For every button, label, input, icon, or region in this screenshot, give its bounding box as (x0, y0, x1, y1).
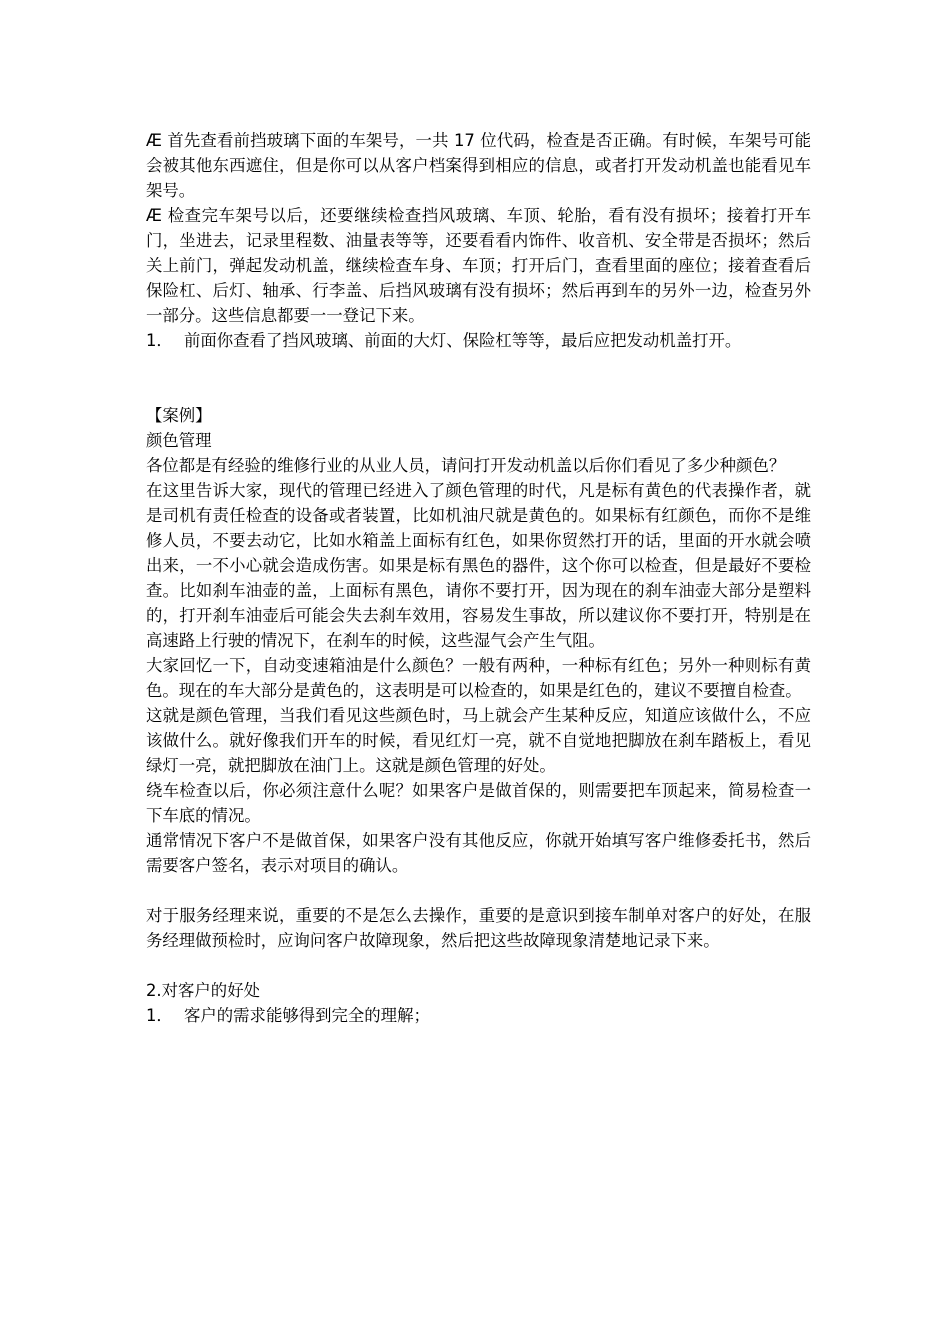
list-number: 1． (146, 331, 173, 350)
list-item (146, 328, 811, 353)
case-paragraph: 通常情况下客户不是做首保，如果客户没有其他反应，你就开始填写客户维修委托书，然后需要客户签名，表示对项目的确认。 (146, 831, 811, 875)
paragraph-vin-check: Æ 首先查看前挡玻璃下面的车架号，一共 17 位代码，检查是否正确。有时候，车架号可能会被其他东西遮住，但是你可以从客户档案得到相应的信息，或者打开发动机盖也能看见车架号。 (146, 131, 811, 200)
section-heading: 2.对客户的好处 (146, 981, 260, 1000)
case-heading: 【案例】 (146, 406, 212, 425)
list-text: 前面你查看了挡风玻璃、前面的大灯、保险杠等等，最后应把发动机盖打开。 (184, 331, 742, 350)
case-paragraph: 这就是颜色管理，当我们看见这些颜色时，马上就会产生某种反应，知道应该做什么，不应该做什么。就好像我们开车的时候，看见红灯一亮，就不自觉地把脚放在刹车踏板上，看见绿灯一亮，就把脚放在油门上。这就是颜色管理的好处。 (146, 706, 811, 775)
list-item (146, 1003, 811, 1028)
case-paragraph: 各位都是有经验的维修行业的从业人员，请问打开发动机盖以后你们看见了多少种颜色？ (146, 456, 786, 475)
spacer (146, 353, 811, 403)
manager-paragraph: 对于服务经理来说，重要的不是怎么去操作，重要的是意识到接车制单对客户的好处，在服务经理做预检时，应询问客户故障现象，然后把这些故障现象清楚地记录下来。 (146, 906, 811, 950)
spacer (146, 878, 811, 903)
document-body (146, 128, 811, 1028)
spacer (146, 953, 811, 978)
paragraph-walkaround-check: Æ 检查完车架号以后，还要继续检查挡风玻璃、车顶、轮胎，看有没有损坏；接着打开车门，坐进去，记录里程数、油量表等等，还要看看内饰件、收音机、安全带是否损坏；然后关上前门，弹起发动机盖，继续检查车身、车顶；打开后门，查看里面的座位；接着查看后保险杠、后灯、轴承、行李盖、后挡风玻璃有没有损坏；然后再到车的另外一边，检查另外一部分。这些信息都要一一登记下来。 (146, 206, 811, 325)
case-title: 颜色管理 (146, 431, 212, 450)
case-paragraph: 在这里告诉大家，现代的管理已经进入了颜色管理的时代，凡是标有黄色的代表操作者，就是司机有责任检查的设备或者装置，比如机油尺就是黄色的。如果标有红颜色，而你不是维修人员，不要去动它，比如水箱盖上面标有红色，如果你贸然打开的话，里面的开水就会喷出来，一不小心就会造成伤害。如果是标有黑色的器件，这个你可以检查，但是最好不要检查。比如刹车油壶的盖，上面标有黑色，请你不要打开，因为现在的刹车油壶大部分是塑料的，打开刹车油壶后可能会失去刹车效用，容易发生事故，所以建议你不要打开，特别是在高速路上行驶的情况下，在刹车的时候，这些湿气会产生气阻。 (146, 481, 811, 650)
case-paragraph: 绕车检查以后，你必须注意什么呢？如果客户是做首保的，则需要把车顶起来，简易检查一下车底的情况。 (146, 781, 811, 825)
list-number: 1． (146, 1006, 173, 1025)
case-paragraph: 大家回忆一下，自动变速箱油是什么颜色？一般有两种，一种标有红色；另外一种则标有黄色。现在的车大部分是黄色的，这表明是可以检查的，如果是红色的，建议不要擅自检查。 (146, 656, 811, 700)
list-text: 客户的需求能够得到完全的理解； (184, 1006, 430, 1025)
